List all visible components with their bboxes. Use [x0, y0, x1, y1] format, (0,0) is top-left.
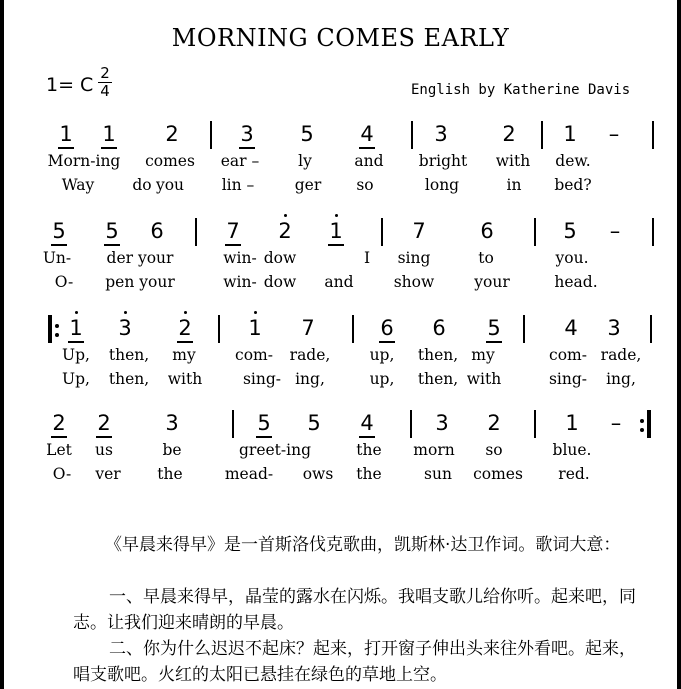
- lyric-syllable: Morn-ing: [47, 152, 121, 170]
- note: 6: [377, 318, 397, 339]
- note: 4: [357, 413, 377, 434]
- barline: [534, 218, 536, 246]
- lyric-syllable: comes: [473, 465, 523, 483]
- note: 6: [150, 219, 164, 243]
- lyric-syllable: head.: [554, 273, 598, 291]
- note: 6: [432, 316, 446, 340]
- lyric-syllable: up,: [369, 370, 395, 388]
- lyric-syllable: win-: [223, 273, 257, 291]
- barline: [410, 410, 412, 438]
- lyric-syllable: Up,: [62, 370, 90, 388]
- repeat-start: [48, 315, 52, 343]
- repeat-end: [647, 410, 651, 438]
- prose-verse-2: 二、你为什么迟迟不起床？起来，打开窗子伸出头来往外看吧。起来，唱支歌吧。火红的太阳已悬挂在绿色的草地上空。: [73, 639, 636, 685]
- note: 3: [165, 411, 179, 435]
- lyric-syllable: ing,: [606, 370, 636, 388]
- note: 1: [99, 124, 119, 145]
- note: 1: [66, 318, 86, 339]
- lyric-syllable: do: [132, 176, 152, 194]
- note: 3: [115, 318, 135, 339]
- lyric-syllable: in: [506, 176, 522, 194]
- lyric-syllable: then,: [108, 346, 150, 364]
- lyric-syllable: ows: [302, 465, 334, 483]
- lyric-syllable: ver: [95, 465, 121, 483]
- lyric-syllable: com-: [549, 346, 587, 364]
- lyric-syllable: long: [424, 176, 460, 194]
- lyric-syllable: to: [478, 249, 494, 267]
- note: 2: [275, 221, 295, 242]
- barline: [352, 315, 354, 343]
- note: 5: [254, 413, 274, 434]
- note: –: [610, 411, 622, 435]
- barline: [541, 121, 543, 149]
- note: 5: [49, 221, 69, 242]
- lyric-syllable: sing: [397, 249, 431, 267]
- lyric-syllable: then,: [108, 370, 150, 388]
- note: 2: [175, 318, 195, 339]
- lyric-syllable: show: [393, 273, 435, 291]
- lyric-syllable: rade,: [600, 346, 642, 364]
- lyric-syllable: greet-ing: [238, 441, 312, 459]
- barline: [652, 218, 654, 246]
- time-sig-bottom: 4: [100, 82, 110, 100]
- lyric-syllable: up,: [369, 346, 395, 364]
- lyric-syllable: com-: [235, 346, 273, 364]
- lyric-syllable: my: [471, 346, 495, 364]
- lyric-syllable: O-: [54, 273, 74, 291]
- lyric-syllable: the: [356, 441, 382, 459]
- lyric-syllable: and: [324, 273, 354, 291]
- note: 4: [357, 124, 377, 145]
- lyric-syllable: ly: [298, 152, 312, 170]
- lyric-syllable: dew.: [555, 152, 591, 170]
- lyric-syllable: lin –: [221, 176, 255, 194]
- barline: [411, 121, 413, 149]
- lyric-syllable: ing,: [295, 370, 325, 388]
- lyric-syllable: sing-: [242, 370, 282, 388]
- lyric-syllable: dow: [263, 273, 297, 291]
- lyric-syllable: der your: [106, 249, 174, 267]
- note: 2: [487, 411, 501, 435]
- note: –: [609, 219, 621, 243]
- repeat-dots: [640, 414, 644, 437]
- lyric-syllable: pen your: [105, 273, 175, 291]
- note: 1: [326, 221, 346, 242]
- note: 2: [165, 122, 179, 146]
- lyric-syllable: ger: [294, 176, 322, 194]
- note: 3: [237, 124, 257, 145]
- prose-intro: 《早晨来得早》是一首斯洛伐克歌曲，凯斯林·达卫作词。歌词大意：: [105, 535, 621, 555]
- lyric-syllable: sun: [424, 465, 452, 483]
- lyric-syllable: blue.: [552, 441, 592, 459]
- lyric-syllable: mead-: [224, 465, 274, 483]
- lyric-syllable: us: [95, 441, 113, 459]
- lyric-syllable: the: [157, 465, 183, 483]
- note: 2: [49, 413, 69, 434]
- lyric-syllable: red.: [558, 465, 590, 483]
- barline: [534, 410, 536, 438]
- time-signature: [98, 66, 112, 99]
- lyric-syllable: O-: [52, 465, 72, 483]
- lyric-syllable: Un-: [42, 249, 72, 267]
- key-signature: 1= C: [46, 74, 94, 96]
- song-title: MORNING COMES EARLY: [171, 24, 510, 52]
- lyric-syllable: you: [155, 176, 185, 194]
- lyric-syllable: Let: [46, 441, 72, 459]
- lyric-syllable: win-: [223, 249, 257, 267]
- lyric-syllable: bright: [418, 152, 468, 170]
- note: 5: [563, 219, 577, 243]
- lyric-syllable: comes: [145, 152, 195, 170]
- note: 1: [565, 411, 579, 435]
- lyric-syllable: your: [474, 273, 510, 291]
- lyric-syllable: my: [172, 346, 196, 364]
- prose-verse-1: 一、早晨来得早，晶莹的露水在闪烁。我唱支歌儿给你听。起来吧，同志。让我们迎来晴朗的早晨。: [73, 587, 636, 633]
- barline: [210, 121, 212, 149]
- lyric-syllable: the: [356, 465, 382, 483]
- lyric-syllable: be: [162, 441, 182, 459]
- lyric-syllable: then,: [417, 370, 459, 388]
- barline: [218, 315, 220, 343]
- lyric-syllable: bed?: [554, 176, 592, 194]
- note: 1: [56, 124, 76, 145]
- note: 2: [502, 122, 516, 146]
- note: 5: [300, 122, 314, 146]
- lyric-syllable: you.: [555, 249, 589, 267]
- note: 7: [412, 219, 426, 243]
- time-sig-top: 2: [100, 64, 110, 82]
- lyric-syllable: I: [363, 249, 371, 267]
- note: 5: [484, 318, 504, 339]
- lyric-syllable: morn: [413, 441, 455, 459]
- barline: [652, 121, 654, 149]
- lyric-syllable: and: [354, 152, 384, 170]
- note: 5: [102, 221, 122, 242]
- lyric-syllable: Up,: [62, 346, 90, 364]
- note: 6: [480, 219, 494, 243]
- note: 3: [435, 411, 449, 435]
- lyricist-credit: English by Katherine Davis: [411, 82, 631, 98]
- barline: [381, 218, 383, 246]
- lyric-syllable: dow: [263, 249, 297, 267]
- note: 3: [434, 122, 448, 146]
- note: 7: [223, 221, 243, 242]
- lyric-syllable: Way: [61, 176, 95, 194]
- note: 5: [307, 411, 321, 435]
- note: 1: [563, 122, 577, 146]
- lyric-syllable: ear –: [220, 152, 260, 170]
- note: 4: [564, 316, 578, 340]
- lyric-syllable: with: [495, 152, 531, 170]
- lyric-syllable: rade,: [289, 346, 331, 364]
- lyric-syllable: then,: [417, 346, 459, 364]
- note: 7: [301, 316, 315, 340]
- barline: [523, 315, 525, 343]
- note: 2: [94, 413, 114, 434]
- barline: [195, 218, 197, 246]
- note: 3: [607, 316, 621, 340]
- barline: [650, 315, 652, 343]
- barline: [232, 410, 234, 438]
- lyric-syllable: with: [466, 370, 502, 388]
- lyric-syllable: sing-: [548, 370, 588, 388]
- note: –: [608, 122, 620, 146]
- note: 1: [245, 318, 265, 339]
- lyric-syllable: so: [356, 176, 374, 194]
- lyric-syllable: with: [167, 370, 203, 388]
- repeat-dots: [55, 319, 59, 342]
- lyric-syllable: so: [485, 441, 503, 459]
